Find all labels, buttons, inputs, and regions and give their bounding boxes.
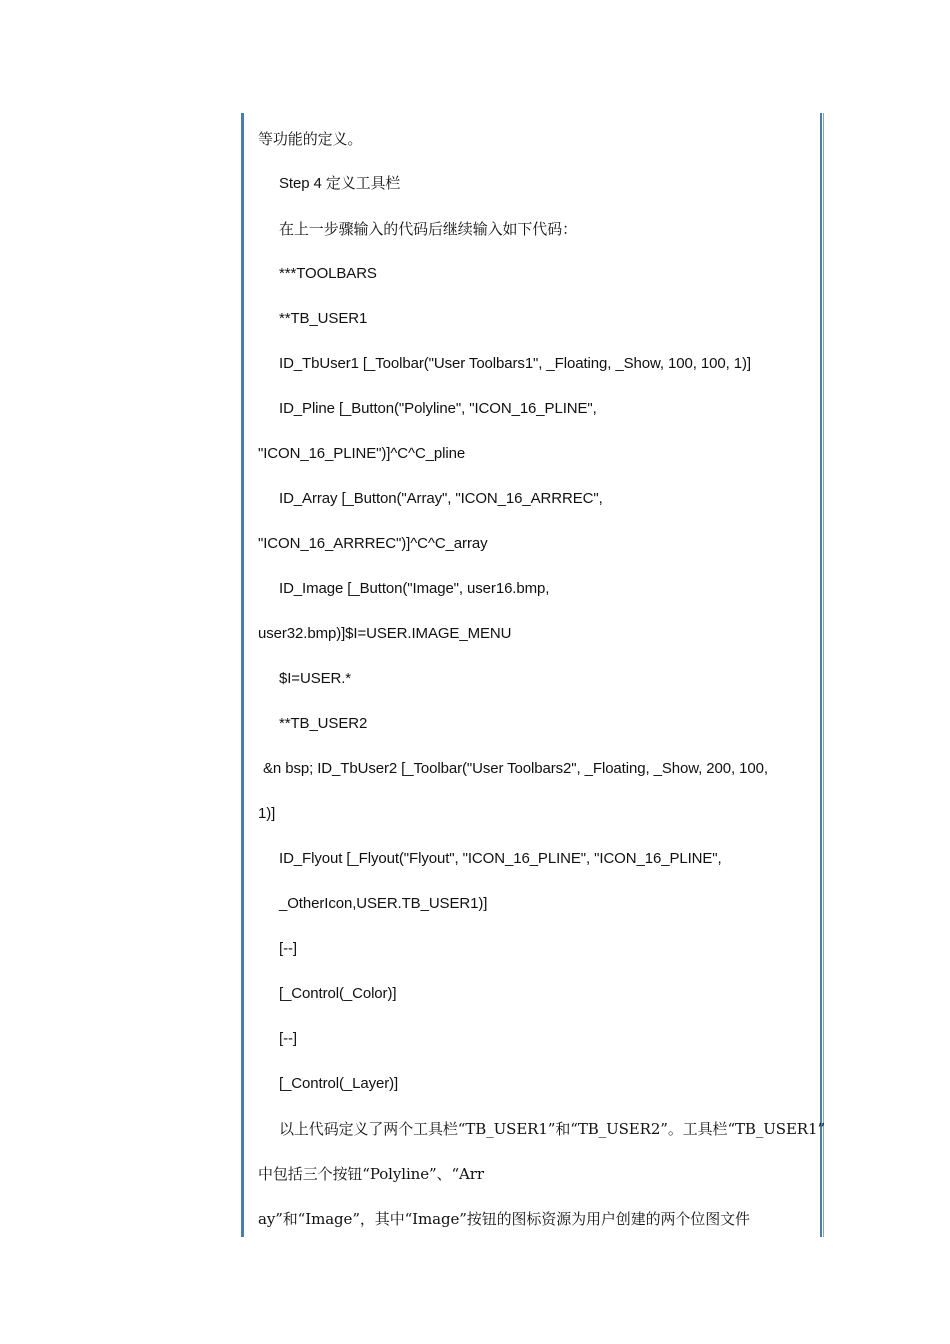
code-line: ID_Image [_Button("Image", user16.bmp, [279, 580, 550, 597]
code-line: **TB_USER2 [279, 715, 368, 732]
step-heading: Step 4 定义工具栏 [279, 175, 401, 192]
code-line: ***TOOLBARS [279, 265, 377, 282]
code-line: ID_TbUser1 [_Toolbar("User Toolbars1", _Floating, _Show, 100, 100, 1)] [279, 355, 751, 372]
right-border-rule [820, 113, 824, 1237]
text-line: 以上代码定义了两个工具栏“TB_USER1”和“TB_USER2”。工具栏“TB_USER1” [279, 1120, 826, 1138]
code-line: "ICON_16_PLINE")]^C^C_pline [258, 445, 466, 462]
code-line: [--] [279, 940, 297, 957]
code-line: "ICON_16_ARRREC")]^C^C_array [258, 535, 488, 552]
code-line: ID_Pline [_Button("Polyline", "ICON_16_PLINE", [279, 400, 597, 417]
code-line: [_Control(_Layer)] [279, 1075, 399, 1092]
text-line: 等功能的定义。 [258, 130, 363, 148]
text-line: ay”和“Image”，其中“Image”按钮的图标资源为用户创建的两个位图文件 [258, 1210, 750, 1228]
code-line: ID_Array [_Button("Array", "ICON_16_ARRREC", [279, 490, 603, 507]
code-line: [_Control(_Color)] [279, 985, 397, 1002]
code-line: ID_Flyout [_Flyout("Flyout", "ICON_16_PLINE", "ICON_16_PLINE", [279, 850, 722, 867]
code-line: _OtherIcon,USER.TB_USER1)] [279, 895, 488, 912]
text-line: 中包括三个按钮“Polyline”、“Arr [258, 1165, 484, 1183]
code-line: [--] [279, 1030, 297, 1047]
code-line: **TB_USER1 [279, 310, 368, 327]
code-line: user32.bmp)]$I=USER.IMAGE_MENU [258, 625, 512, 642]
text-line: 在上一步骤输入的代码后继续输入如下代码： [279, 220, 578, 238]
left-border-rule [241, 113, 244, 1237]
code-line: 1)] [258, 805, 276, 822]
code-line: &n bsp; ID_TbUser2 [_Toolbar("User Toolbars2", _Floating, _Show, 200, 100, [263, 760, 768, 777]
code-line: $I=USER.* [279, 670, 352, 687]
